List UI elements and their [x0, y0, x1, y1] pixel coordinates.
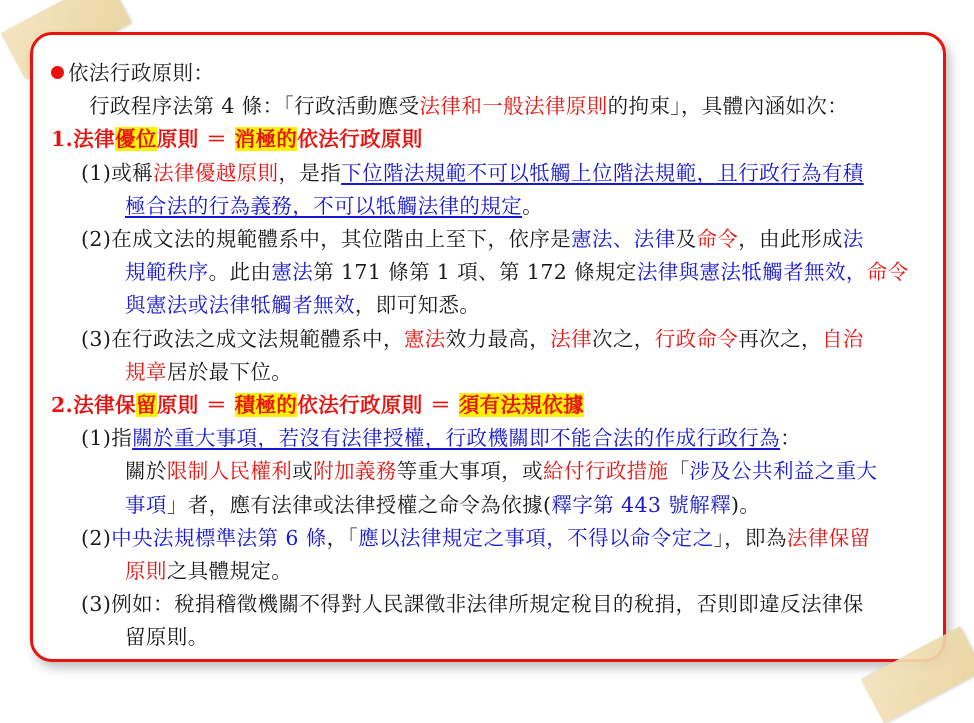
section-heading-part-1: 留	[135, 393, 157, 418]
intro-pre: 行政程序法第 4 條：「	[89, 94, 295, 119]
text-run-1: 憲法	[403, 326, 446, 351]
section-heading-part-2: 原則 ＝	[156, 127, 235, 152]
section-heading-part-0: 法律	[73, 127, 116, 152]
text-run-2: 憲法	[271, 260, 314, 285]
text-run-1: 憲法、法律	[571, 227, 676, 252]
list-item-line	[51, 256, 923, 289]
text-run-2: 及	[675, 227, 697, 252]
list-item-body	[111, 157, 923, 190]
list-item-marker: (2)	[81, 227, 112, 252]
text-run-1: ，「	[326, 525, 359, 550]
list-item-line	[51, 223, 923, 256]
text-run-3: 下位階法規範不可以牴觸上位階法規範，且行政行為有積	[341, 160, 864, 185]
intro-line	[51, 90, 923, 123]
text-run-6: 再次之，	[738, 326, 822, 351]
list-item-body	[111, 223, 923, 256]
list-item-line	[51, 157, 923, 190]
text-run-6: 「	[668, 459, 690, 484]
text-run-3: 法律	[550, 326, 592, 351]
text-run-5: 法律與憲法牴觸者無效，	[636, 260, 867, 285]
text-run-1: 」者，應有法律或法律授權之命令為依據(	[166, 492, 552, 517]
section-heading-part-3: 積極的	[234, 393, 298, 418]
intro-quote-1: 行政活動應受	[294, 94, 420, 119]
list-item-line	[51, 455, 923, 488]
section-heading-part-1: 優位	[115, 127, 157, 152]
bullet-dot-icon	[51, 66, 64, 79]
text-run-5: 法	[842, 227, 864, 252]
text-run-1: 限制人民權利	[166, 459, 293, 484]
text-run-3: 附加義務	[313, 459, 397, 484]
list-item-line	[51, 522, 923, 555]
section-heading-part-2: 原則 ＝	[156, 393, 235, 418]
section-number: 1.	[51, 127, 74, 152]
text-run-4: 次之，	[591, 326, 655, 351]
text-run-4: ，由此形成	[738, 227, 843, 252]
text-run-7: 自治	[821, 326, 864, 351]
text-run-0: 在成文法的規範體系中，其位階由上至下，依序是	[111, 227, 572, 252]
text-run-5: 給付行政措施	[543, 459, 669, 484]
text-run-3: 」，即為	[713, 525, 787, 550]
section-heading-1	[51, 123, 923, 156]
intro-quote-2: 的拘束	[607, 94, 671, 119]
section-heading-2	[51, 389, 923, 422]
text-run-0: 規章	[125, 359, 167, 384]
text-run-3: 第 171 條第 1 項、第 172 條	[313, 260, 596, 285]
note-content	[33, 35, 949, 665]
text-run-0: 在行政法之成文法規範體系中，	[111, 326, 404, 351]
text-run-0: 事項	[125, 492, 167, 517]
section-heading-part-6: 須有法規依據	[458, 393, 585, 418]
list-item-line	[51, 356, 923, 389]
intro-quote-red: 法律和一般法律原則	[419, 94, 608, 119]
text-run-1: 之具體規定。	[166, 559, 293, 584]
section-heading-part-4: 依法行政原則	[297, 393, 423, 418]
section-heading-part-4: 依法行政原則	[297, 127, 423, 152]
note-card	[30, 32, 946, 662]
text-run-5: 行政命令	[654, 326, 739, 351]
section-heading-part-3: 消極的	[234, 127, 298, 152]
text-run-2: 釋字第 443 號解釋	[551, 492, 731, 517]
list-item-line	[51, 588, 923, 621]
list-item-body	[111, 422, 923, 455]
text-run-0: 極合法的行為義務，不可以牴觸法律的規定	[125, 193, 523, 218]
sections-container	[51, 123, 923, 654]
list-item-line	[51, 190, 923, 223]
text-run-1: 。此由	[208, 260, 272, 285]
text-run-1: ，即可知悉。	[354, 293, 481, 318]
text-run-2: 應以法律規定之事項，不得以命令定之	[358, 525, 714, 550]
text-run-6: 命令	[866, 260, 909, 285]
text-run-0: 關於	[125, 459, 167, 484]
text-run-0: 留原則。	[125, 625, 209, 650]
list-item-body	[111, 323, 923, 356]
text-run-0: 與憲法或法律牴觸者無效	[125, 293, 355, 318]
text-run-7: 涉及公共利益之重大	[689, 459, 878, 484]
text-run-1: 法律優越原則	[153, 160, 279, 185]
list-item-marker: (3)	[81, 326, 112, 351]
list-item-line	[51, 422, 923, 455]
text-run-1: 。	[522, 193, 544, 218]
list-item-body	[111, 522, 923, 555]
list-item-line	[51, 323, 923, 356]
text-run-2: 效力最高，	[445, 326, 551, 351]
list-item-marker: (1)	[81, 426, 112, 451]
text-run-2: 或	[292, 459, 314, 484]
section-number: 2.	[51, 393, 74, 418]
text-run-2: ，是指	[278, 160, 342, 185]
text-run-3: 命令	[696, 227, 739, 252]
text-run-4: 等重大事項，或	[396, 459, 544, 484]
text-run-1: 關於重大事項，若沒有法律授權，行政機關即不能合法的作成行政行為	[132, 426, 781, 451]
document-title: 依法行政原則：	[68, 61, 215, 85]
text-run-0: 指	[111, 426, 133, 451]
list-item-line	[51, 555, 923, 588]
list-item-line	[51, 621, 923, 654]
text-run-0: 規範秩序	[125, 260, 209, 285]
text-run-3: )。	[730, 492, 761, 517]
text-run-1: 居於最下位。	[166, 359, 293, 384]
list-item-marker: (2)	[81, 525, 112, 550]
intro-post: 」，具體內涵如次：	[670, 94, 849, 119]
list-item-line	[51, 489, 923, 522]
heading-row	[51, 57, 923, 90]
list-item-line	[51, 289, 923, 322]
text-run-0: 中央法規標準法第 6 條	[111, 525, 327, 550]
text-run-4: 規定	[595, 260, 637, 285]
text-run-2: ：	[780, 426, 801, 451]
list-item-marker: (3)	[81, 592, 112, 617]
section-heading-part-5: ＝	[422, 393, 459, 418]
list-item-marker: (1)	[81, 160, 112, 185]
text-run-4: 法律保留	[786, 525, 871, 550]
section-heading-part-0: 法律保	[73, 393, 136, 418]
text-run-0: 原則	[125, 559, 167, 584]
list-item-body	[111, 588, 923, 621]
text-run-0: 或稱	[111, 160, 154, 185]
text-run-0: 例如：稅捐稽徵機關不得對人民課徵非法律所規定稅目的稅捐，否則即違反法律保	[111, 592, 864, 617]
